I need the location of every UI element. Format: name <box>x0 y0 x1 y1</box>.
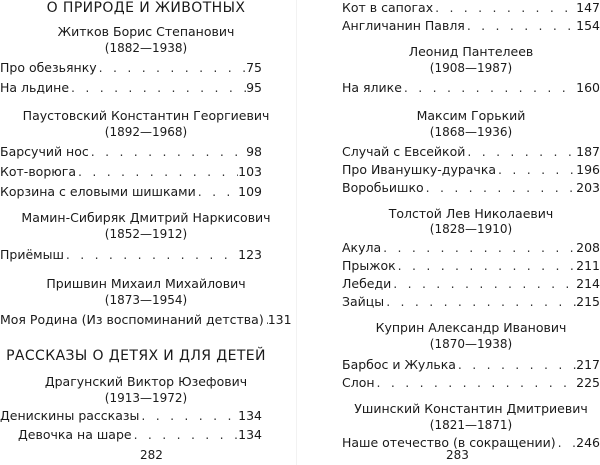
author-gorky: Максим Горький <box>416 108 526 123</box>
page-number: 282 <box>140 448 163 462</box>
dot-leader <box>456 357 576 372</box>
entry-title: Наше отечество (в сокращении) <box>342 435 556 450</box>
author-years: (1868—1936) <box>429 125 513 139</box>
dot-leader <box>64 247 238 262</box>
toc-entry[interactable] <box>0 408 262 423</box>
dot-leader <box>496 162 576 177</box>
author-mamin-sibiryak: Мамин-Сибиряк Дмитрий Наркисович <box>21 210 271 225</box>
entry-page: 196 <box>576 162 600 177</box>
dot-leader <box>196 184 238 199</box>
entry-page: 147 <box>576 0 600 15</box>
entry-page: 98 <box>246 144 262 159</box>
entry-page: 187 <box>576 144 600 159</box>
dot-leader <box>139 408 238 423</box>
dot-leader <box>381 240 576 255</box>
entry-page: 131 <box>267 312 292 327</box>
toc-entry[interactable] <box>342 162 600 177</box>
left-page <box>0 0 292 465</box>
entry-page: 154 <box>576 18 600 33</box>
entry-title: Лебеди <box>342 276 392 291</box>
entry-title: Кот-ворюга <box>0 164 77 179</box>
entry-page: 109 <box>238 184 262 199</box>
entry-title: На льдине <box>0 80 70 95</box>
toc-entry[interactable] <box>0 312 292 327</box>
entry-title: Зайцы <box>342 294 385 309</box>
author-ushinsky: Ушинский Константин Дмитриевич <box>354 401 588 416</box>
toc-entry[interactable] <box>342 294 600 309</box>
dot-leader <box>424 180 577 195</box>
dot-leader <box>89 144 246 159</box>
author-tolstoy: Толстой Лев Николаевич <box>388 206 554 221</box>
entry-page: 103 <box>238 164 262 179</box>
toc-entry[interactable] <box>0 184 262 199</box>
entry-page: 246 <box>576 435 600 450</box>
toc-entry[interactable] <box>342 375 600 390</box>
entry-title: Про Иванушку-дурачка <box>342 162 497 177</box>
entry-page: 123 <box>238 247 262 262</box>
toc-entry[interactable] <box>18 427 262 442</box>
dot-leader <box>97 60 246 75</box>
author-prishvin: Пришвин Михаил Михайлович <box>46 276 246 291</box>
entry-title: Приёмыш <box>0 247 64 262</box>
toc-entry[interactable] <box>342 435 600 450</box>
entry-title: Слон <box>342 375 375 390</box>
entry-page: 160 <box>576 80 600 95</box>
toc-entry[interactable] <box>0 80 262 95</box>
entry-page: 211 <box>576 258 600 273</box>
right-page <box>306 0 600 465</box>
author-years: (1821—1871) <box>429 418 513 432</box>
dot-leader <box>132 427 239 442</box>
author-panteleev: Леонид Пантелеев <box>408 44 534 59</box>
author-paustovsky: Паустовский Константин Георгиевич <box>22 108 270 123</box>
toc-entry[interactable] <box>0 144 262 159</box>
author-years: (1828—1910) <box>429 222 513 236</box>
entry-title: Денискины рассказы <box>0 408 140 423</box>
toc-entry[interactable] <box>0 164 262 179</box>
entry-page: 95 <box>246 80 262 95</box>
dot-leader <box>402 80 576 95</box>
entry-page: 225 <box>576 375 600 390</box>
toc-entry[interactable] <box>0 247 262 262</box>
toc-entry[interactable] <box>342 180 600 195</box>
author-zhitkov: Житков Борис Степанович <box>57 24 235 39</box>
entry-title: Кот в сапогах <box>342 0 434 15</box>
author-years: (1852—1912) <box>104 227 188 241</box>
toc-entry[interactable] <box>342 144 600 159</box>
entry-title: Про обезьянку <box>0 60 97 75</box>
dot-leader <box>76 164 238 179</box>
toc-entry[interactable] <box>342 0 600 15</box>
toc-entry[interactable] <box>0 60 262 75</box>
page-number: 283 <box>446 448 469 462</box>
section-title-nature: О ПРИРОДЕ И ЖИВОТНЫХ <box>46 0 246 16</box>
entry-title: Случай с Евсейкой <box>342 144 466 159</box>
entry-page: 134 <box>238 427 262 442</box>
dot-leader <box>556 435 576 450</box>
author-years: (1873—1954) <box>104 293 188 307</box>
entry-title: Прыжок <box>342 258 396 273</box>
entry-title: Барсучий нос <box>0 144 89 159</box>
author-years: (1870—1938) <box>429 337 513 351</box>
entry-page: 217 <box>576 357 600 372</box>
author-kuprin: Куприн Александр Иванович <box>375 320 567 335</box>
author-dragunsky: Драгунский Виктор Юзефович <box>44 374 248 389</box>
entry-page: 215 <box>576 294 600 309</box>
entry-title: Моя Родина (Из воспоминаний детства) <box>0 312 264 327</box>
dot-leader <box>465 144 576 159</box>
entry-title: Корзина с еловыми шишками <box>0 184 196 199</box>
entry-page: 75 <box>246 60 262 75</box>
dot-leader <box>69 80 246 95</box>
toc-entry[interactable] <box>342 240 600 255</box>
author-years: (1913—1972) <box>104 391 188 405</box>
dot-leader <box>465 18 576 33</box>
dot-leader <box>396 258 576 273</box>
section-title-children: РАССКАЗЫ О ДЕТЯХ И ДЛЯ ДЕТЕЙ <box>6 348 266 364</box>
dot-leader <box>391 276 576 291</box>
dot-leader <box>384 294 576 309</box>
toc-entry[interactable] <box>342 258 600 273</box>
toc-entry[interactable] <box>342 276 600 291</box>
toc-entry[interactable] <box>342 80 600 95</box>
entry-title: Девочка на шаре <box>18 427 132 442</box>
toc-entry[interactable] <box>342 18 600 33</box>
entry-title: Англичанин Павля <box>342 18 465 33</box>
author-years: (1892—1968) <box>104 125 188 139</box>
author-years: (1882—1938) <box>104 41 188 55</box>
book-gutter <box>296 0 297 465</box>
entry-title: Барбос и Жулька <box>342 357 456 372</box>
author-years: (1908—1987) <box>429 61 513 75</box>
toc-entry[interactable] <box>342 357 600 372</box>
entry-title: Акула <box>342 240 382 255</box>
entry-page: 203 <box>576 180 600 195</box>
entry-page: 134 <box>238 408 262 423</box>
entry-title: На ялике <box>342 80 402 95</box>
dot-leader <box>375 375 577 390</box>
dot-leader <box>433 0 576 15</box>
entry-page: 214 <box>576 276 600 291</box>
entry-page: 208 <box>576 240 600 255</box>
entry-title: Воробьишко <box>342 180 424 195</box>
